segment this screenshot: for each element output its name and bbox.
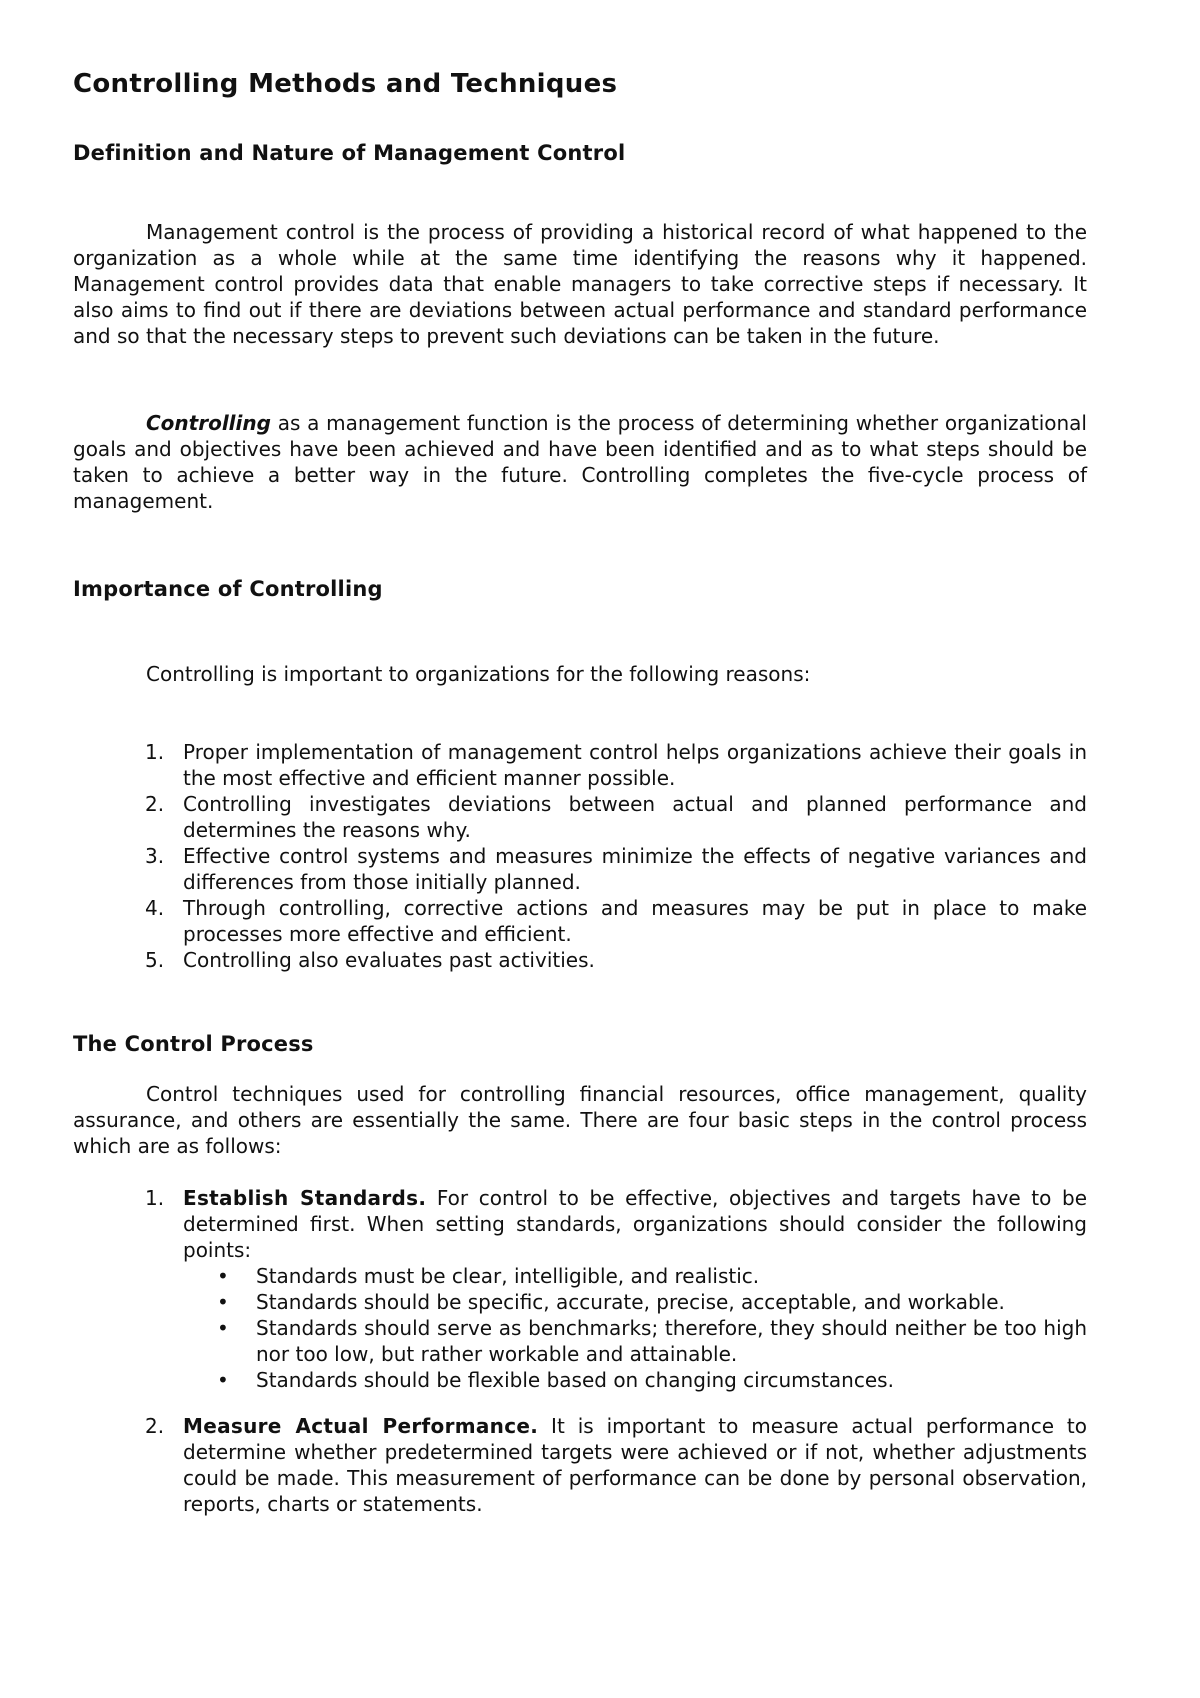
step-item-establish-standards bbox=[73, 1185, 1087, 1393]
list-item-text: Effective control systems and measures minimize the effects of negative variances and differences from those initially planned. bbox=[183, 844, 1087, 894]
bullet-item bbox=[183, 1367, 1087, 1393]
step-item-measure-performance bbox=[73, 1413, 1087, 1517]
definition-paragraph-1: Management control is the process of providing a historical record of what happened to the organization as a whole while at the same time identifying the reasons why it happened. Management control provides data that enable managers to take corrective steps if necessary. It also aims to find out if there are deviations between actual performance and standard performance and so that the necessary steps to prevent such deviations can be taken in the future. bbox=[73, 220, 1087, 348]
bullet-icon: • bbox=[217, 1316, 229, 1340]
definition-paragraph-2-text: as a management function is the process of determining whether organizational goals and objectives have been achieved and have been identified and as to what steps should be taken to achieve a better way in the future. Controlling completes the five-cycle process of management. bbox=[73, 411, 1087, 513]
list-item-text: Through controlling, corrective actions and measures may be put in place to make processes more effective and efficient. bbox=[183, 896, 1087, 946]
section-heading-control-process: The Control Process bbox=[73, 1032, 314, 1056]
bullet-icon: • bbox=[217, 1264, 229, 1288]
list-item bbox=[73, 739, 1087, 791]
list-item-number: 4. bbox=[145, 896, 165, 920]
list-item bbox=[73, 791, 1087, 843]
list-item-text: Proper implementation of management control helps organizations achieve their goals in the most effective and efficient manner possible. bbox=[183, 740, 1087, 790]
document-page bbox=[73, 68, 1087, 1517]
controlling-term: Controlling bbox=[146, 411, 271, 435]
list-item-number: 5. bbox=[145, 948, 165, 972]
list-item bbox=[73, 895, 1087, 947]
bullet-icon: • bbox=[217, 1368, 229, 1392]
step-number: 1. bbox=[145, 1186, 165, 1210]
list-item bbox=[73, 843, 1087, 895]
control-steps-list bbox=[73, 1185, 1087, 1517]
list-item bbox=[73, 947, 1087, 973]
list-item-text: Controlling also evaluates past activities. bbox=[183, 948, 595, 972]
bullet-text: Standards should be flexible based on changing circumstances. bbox=[256, 1368, 894, 1392]
bullet-text: Standards must be clear, intelligible, and realistic. bbox=[256, 1264, 760, 1288]
list-item-text: Controlling investigates deviations between actual and planned performance and determines the reasons why. bbox=[183, 792, 1087, 842]
step-text: It is important to measure actual performance to determine whether predetermined targets were achieved or if not, whether adjustments could be made. This measurement of performance can be done by personal observation, reports, charts or statements. bbox=[183, 1414, 1088, 1516]
bullet-text: Standards should serve as benchmarks; therefore, they should neither be too high nor too low, but rather workable and attainable. bbox=[256, 1316, 1087, 1366]
bullet-item bbox=[183, 1263, 1087, 1289]
control-process-intro: Control techniques used for controlling financial resources, office management, quality assurance, and others are essentially the same. There are four basic steps in the control process which are as follows: bbox=[73, 1082, 1087, 1158]
definition-paragraph-2 bbox=[73, 410, 1087, 514]
section-heading-definition: Definition and Nature of Management Control bbox=[73, 141, 626, 165]
document-title: Controlling Methods and Techniques bbox=[73, 69, 618, 99]
list-item-number: 2. bbox=[145, 792, 165, 816]
standards-bullet-list bbox=[183, 1263, 1087, 1393]
step-term: Measure Actual Performance. bbox=[183, 1414, 539, 1438]
importance-list bbox=[73, 739, 1087, 973]
step-text: For control to be effective, objectives and targets have to be determined first. When setting standards, organizations should consider the following points: bbox=[183, 1186, 1087, 1262]
bullet-item bbox=[183, 1289, 1087, 1315]
step-term: Establish Standards. bbox=[183, 1186, 427, 1210]
list-item-number: 3. bbox=[145, 844, 165, 868]
bullet-item bbox=[183, 1315, 1087, 1367]
step-number: 2. bbox=[145, 1414, 165, 1438]
bullet-icon: • bbox=[217, 1290, 229, 1314]
importance-intro: Controlling is important to organizations for the following reasons: bbox=[146, 662, 811, 686]
bullet-text: Standards should be specific, accurate, precise, acceptable, and workable. bbox=[256, 1290, 1005, 1314]
list-item-number: 1. bbox=[145, 740, 165, 764]
section-heading-importance: Importance of Controlling bbox=[73, 577, 383, 601]
